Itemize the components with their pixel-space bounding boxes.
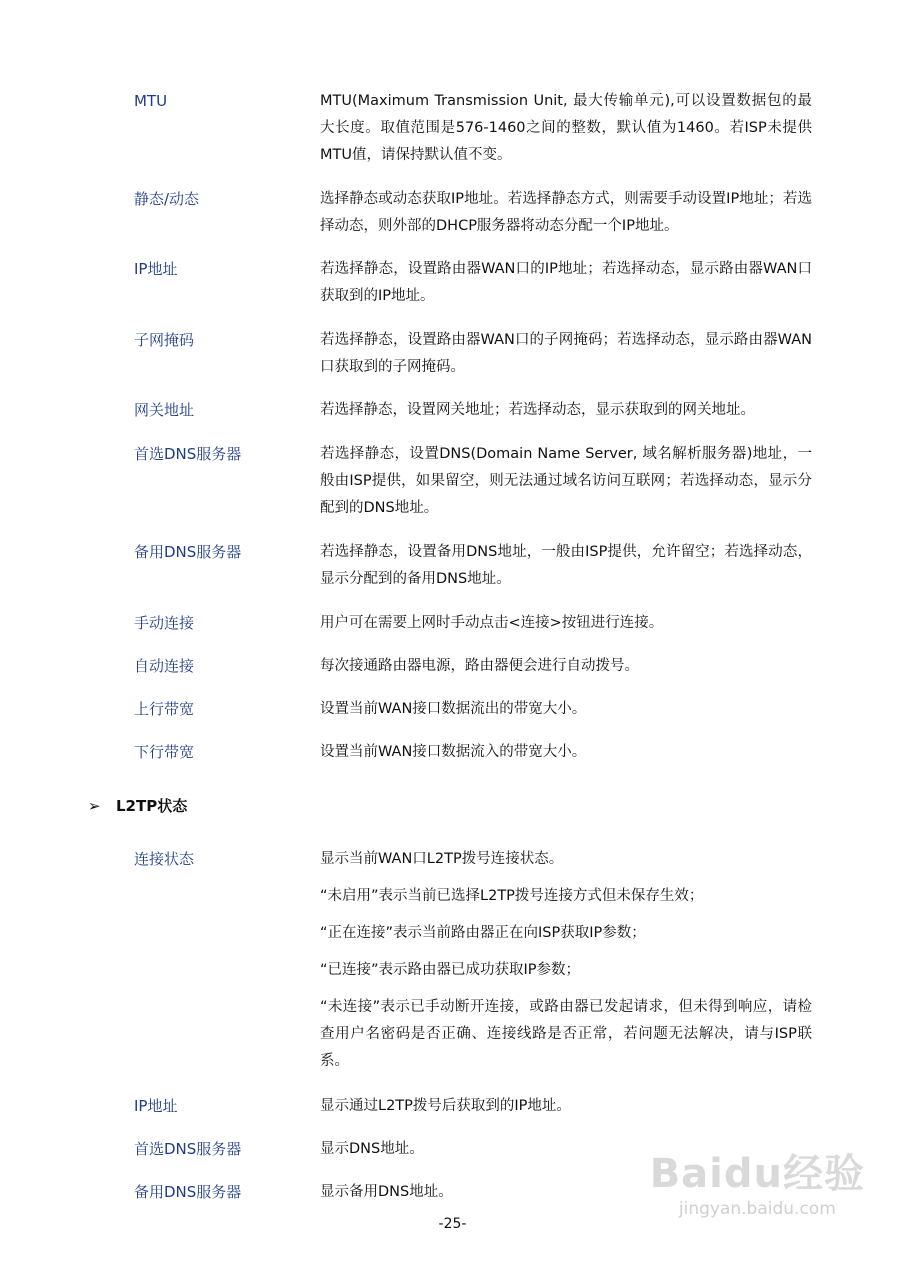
field-description	[320, 653, 812, 690]
field-description	[320, 327, 812, 391]
description-text: “未启用”表示当前已选择L2TP拨号连接方式但未保存生效；	[320, 888, 704, 904]
field-description	[320, 441, 812, 532]
field-label: 子网掩码	[134, 331, 195, 349]
field-description	[320, 1093, 812, 1130]
baidu-watermark	[650, 1150, 865, 1220]
watermark-url: jingyan.baidu.com	[678, 1199, 836, 1219]
field-description	[320, 88, 812, 179]
section-heading	[88, 793, 187, 820]
description-text: 若选择静态，设置备用DNS地址，一般由ISP提供，允许留空；若选择动态，显示分配到的备用DNS地址。	[320, 544, 812, 587]
description-text: “未连接”表示已手动断开连接，或路由器已发起请求，但未得到响应，请检查用户名密码是否正确、连接线路是否正常，若问题无法解决，请与ISP联系。	[320, 999, 812, 1069]
field-label: IP地址	[134, 1097, 178, 1115]
field-description	[320, 397, 812, 434]
field-label: 连接状态	[134, 850, 195, 868]
field-label: 网关地址	[134, 401, 195, 419]
description-text: 设置当前WAN接口数据流入的带宽大小。	[320, 744, 587, 760]
field-label: 上行带宽	[134, 700, 195, 718]
field-label: IP地址	[134, 260, 178, 278]
description-text: MTU(Maximum Transmission Unit, 最大传输单元),可以设置数据包的最大长度。取值范围是576-1460之间的整数，默认值为1460。若ISP未提供MTU值，请保持默认值不变。	[320, 93, 812, 163]
description-text: 若选择静态，设置网关地址；若选择动态，显示获取到的网关地址。	[320, 402, 755, 418]
description-text: 显示通过L2TP拨号后获取到的IP地址。	[320, 1098, 571, 1114]
field-description	[320, 186, 812, 250]
description-text: 显示DNS地址。	[320, 1141, 424, 1157]
field-label: 手动连接	[134, 614, 195, 632]
arrow-bullet-icon: ➢	[88, 797, 101, 815]
field-label: 备用DNS服务器	[134, 1183, 242, 1201]
description-text: “已连接”表示路由器已成功获取IP参数；	[320, 962, 581, 978]
description-text: 设置当前WAN接口数据流出的带宽大小。	[320, 701, 587, 717]
section-title: L2TP状态	[116, 797, 188, 815]
field-label: 备用DNS服务器	[134, 543, 242, 561]
description-text: 显示当前WAN口L2TP拨号连接状态。	[320, 851, 564, 867]
field-label: 首选DNS服务器	[134, 445, 242, 463]
description-text: 选择静态或动态获取IP地址。若选择静态方式，则需要手动设置IP地址；若选择动态，则外部的DHCP服务器将动态分配一个IP地址。	[320, 191, 812, 234]
description-text: 若选择静态，设置路由器WAN口的子网掩码；若选择动态，显示路由器WAN口获取到的子网掩码。	[320, 332, 812, 375]
description-text: 若选择静态，设置DNS(Domain Name Server, 域名解析服务器)地址，一般由ISP提供，如果留空，则无法通过域名访问互联网；若选择动态，显示分配到的DNS地址。	[320, 446, 812, 516]
description-text: 显示备用DNS地址。	[320, 1184, 453, 1200]
field-description	[320, 739, 812, 776]
field-description	[320, 256, 812, 320]
field-label: 首选DNS服务器	[134, 1140, 242, 1158]
field-description	[320, 539, 812, 603]
field-description	[320, 696, 812, 733]
field-label: 静态/动态	[134, 190, 200, 208]
description-text: “正在连接”表示当前路由器正在向ISP获取IP参数；	[320, 925, 646, 941]
field-label: 自动连接	[134, 657, 195, 675]
description-text: 若选择静态，设置路由器WAN口的IP地址；若选择动态，显示路由器WAN口获取到的IP地址。	[320, 261, 812, 304]
field-label: 下行带宽	[134, 743, 195, 761]
field-label: MTU	[134, 92, 168, 110]
field-description	[320, 846, 812, 1085]
field-description	[320, 610, 812, 647]
description-text: 每次接通路由器电源，路由器便会进行自动拨号。	[320, 658, 639, 674]
watermark-logo: Baidu经验	[649, 1151, 865, 1197]
description-text: 用户可在需要上网时手动点击<连接>按钮进行连接。	[320, 615, 664, 631]
page-number: -25-	[438, 1216, 467, 1232]
